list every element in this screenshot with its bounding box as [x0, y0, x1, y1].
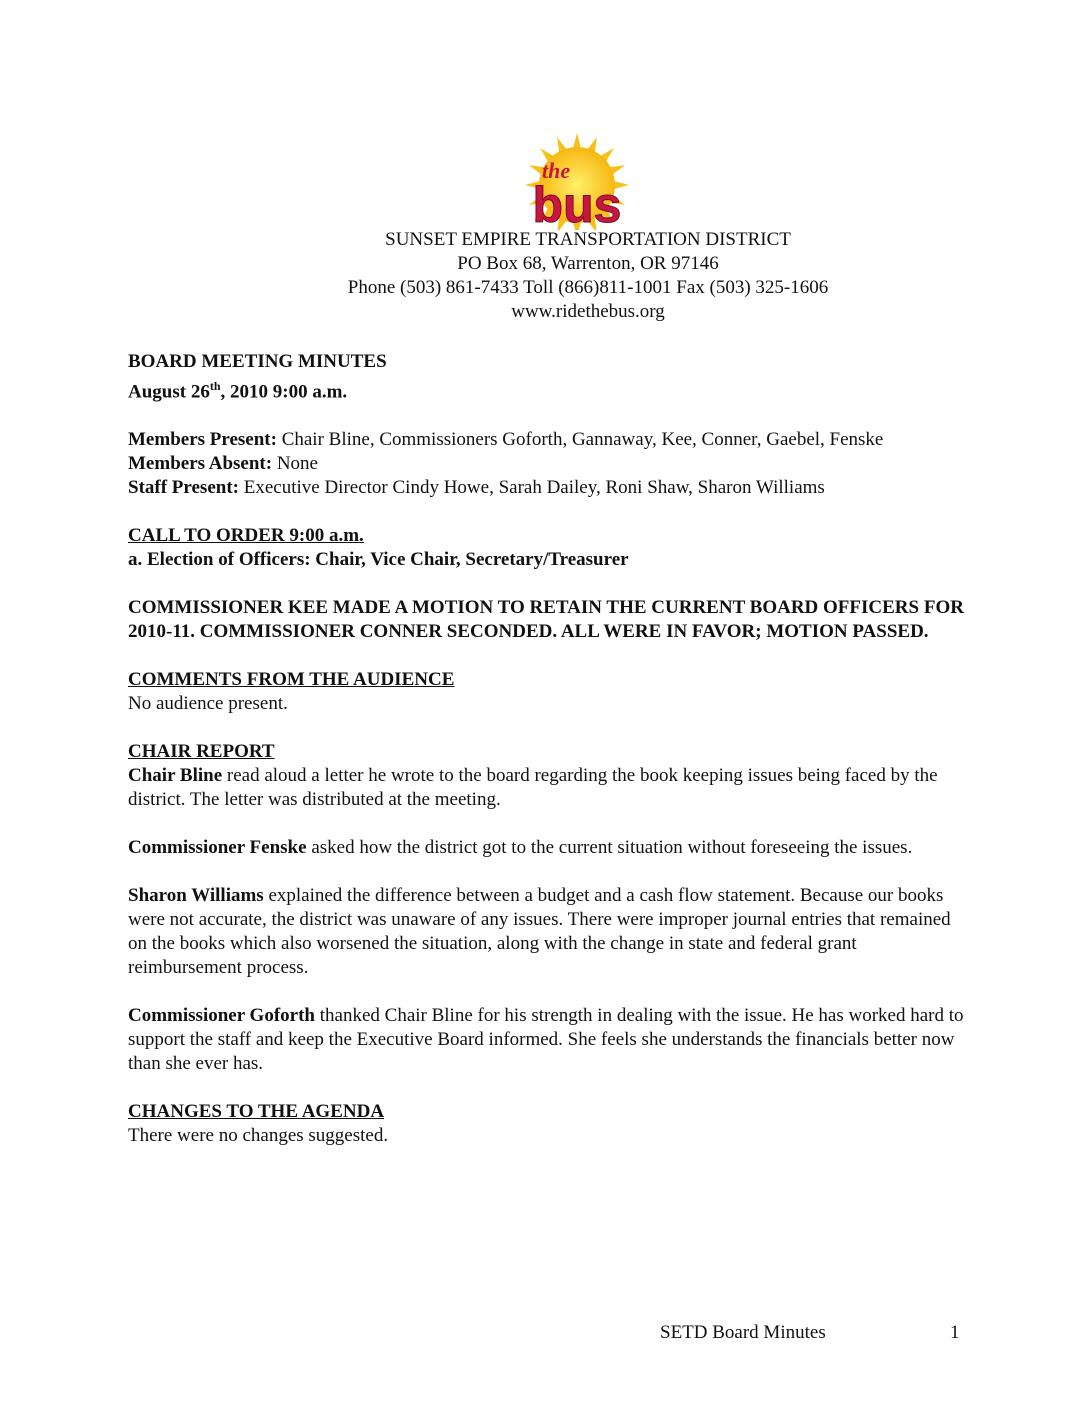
paragraph-text: read aloud a letter he wrote to the board regarding the book keeping issues being faced by the district. The letter was distributed at the meeting.: [128, 765, 938, 811]
attendance: [128, 428, 968, 500]
sun-ray: [573, 133, 582, 149]
paragraph-text: asked how the district got to the current situation without foreseeing the issues.: [306, 837, 913, 859]
org-website: www.ridethebus.org: [511, 301, 665, 322]
audience-section: [128, 668, 968, 716]
page-footer: [660, 1322, 960, 1344]
members-present-names: Chair Bline, Commissioners Goforth, Gannaway, Kee, Conner, Gaebel, Fenske: [276, 429, 884, 451]
motion-text: COMMISSIONER KEE MADE A MOTION TO RETAIN THE CURRENT BOARD OFFICERS FOR 2010-11. COMMISSIONER CONNER SECONDED. ALL WERE IN FAVOR; MOTION PASSED.: [128, 597, 964, 643]
audience-text: No audience present.: [128, 693, 288, 715]
members-present-label: Members Present:: [128, 429, 277, 451]
speaker-name: Sharon Williams: [128, 885, 264, 907]
chair-report-heading: CHAIR REPORT: [128, 741, 275, 763]
meeting-date-time: , 2010 9:00 a.m.: [220, 381, 348, 403]
members-absent: [128, 452, 968, 476]
audience-heading: COMMENTS FROM THE AUDIENCE: [128, 669, 455, 691]
paragraph-text: explained the difference between a budget and a cash flow statement. Because our books were not accurate, the district was unaware of any issues. There were improper journal entries that remained on the books which also worsened the situation, along with the change in state and federal grant reimbursement process.: [128, 885, 951, 979]
bus-logo: [502, 130, 652, 230]
paragraph-line: [128, 884, 968, 980]
election-item: a. Election of Officers: Chair, Vice Chair, Secretary/Treasurer: [128, 549, 629, 571]
letterhead: [0, 228, 1088, 324]
minutes-body: [128, 350, 968, 1172]
members-absent-label: Members Absent:: [128, 453, 273, 475]
agenda-changes-heading: CHANGES TO THE AGENDA: [128, 1101, 385, 1123]
chair-report-paragraph: [128, 1004, 968, 1076]
members-absent-names: None: [272, 453, 318, 475]
logo-small-word: the: [542, 158, 571, 183]
agenda-changes-section: [128, 1100, 968, 1148]
call-to-order: [128, 524, 968, 572]
staff-present-label: Staff Present:: [128, 477, 239, 499]
org-address: PO Box 68, Warrenton, OR 97146: [457, 253, 719, 274]
chair-report-paragraph: [128, 836, 968, 860]
org-name: SUNSET EMPIRE TRANSPORTATION DISTRICT: [385, 229, 791, 250]
footer-label: SETD Board Minutes: [660, 1322, 826, 1343]
paragraph-line: [128, 836, 968, 860]
page-number: 1: [950, 1322, 960, 1343]
speaker-name: Chair Bline: [128, 765, 223, 787]
logo-big-word: bus: [532, 177, 622, 230]
meeting-date-suffix: th: [209, 379, 221, 393]
meeting-date-main: August 26: [128, 381, 210, 403]
motion: [128, 596, 968, 644]
meeting-title: BOARD MEETING MINUTES: [128, 351, 387, 372]
paragraph-line: [128, 1004, 968, 1076]
staff-present: [128, 476, 968, 500]
speaker-name: Commissioner Goforth: [128, 1005, 315, 1027]
meeting-header: [128, 350, 968, 404]
speaker-name: Commissioner Fenske: [128, 837, 307, 859]
meeting-date: [128, 374, 968, 404]
chair-report-paragraph: [128, 884, 968, 980]
call-to-order-heading: CALL TO ORDER 9:00 a.m.: [128, 525, 364, 547]
staff-present-names: Executive Director Cindy Howe, Sarah Dailey, Roni Shaw, Sharon Williams: [238, 477, 825, 499]
chair-report-paragraph: [128, 764, 968, 812]
agenda-changes-text: There were no changes suggested.: [128, 1125, 389, 1147]
paragraph-text: thanked Chair Bline for his strength in dealing with the issue. He has worked hard to support the staff and keep the Executive Board informed. She feels she understands the financials better now than she ever has.: [128, 1005, 964, 1075]
sun-logo-icon: [502, 130, 652, 230]
chair-report-section: [128, 740, 968, 812]
members-present: [128, 428, 968, 452]
org-phones: Phone (503) 861-7433 Toll (866)811-1001 Fax (503) 325-1606: [347, 277, 829, 298]
